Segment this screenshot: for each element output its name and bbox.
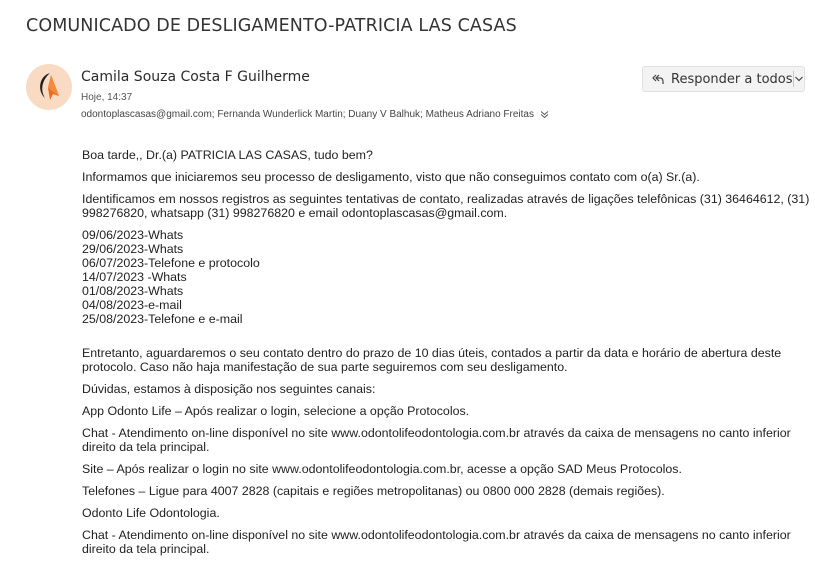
list-item: 25/08/2023-Telefone e e-mail: [82, 312, 243, 326]
paragraph: Entretanto, aguardaremos o seu contato dentro do prazo de 10 dias úteis, contados a partir da data e horário de abertura deste protocolo. Caso não haja manifestação de sua parte seguiremos com seu desligamento.: [82, 346, 782, 374]
greeting: Boa tarde,, Dr.(a) PATRICIA LAS CASAS, tudo bem?: [82, 148, 373, 162]
reply-all-icon: [651, 72, 665, 86]
list-item: 01/08/2023-Whats: [82, 284, 184, 298]
list-item: 06/07/2023-Telefone e protocolo: [82, 256, 260, 270]
paragraph: Odonto Life Odontologia.: [82, 506, 220, 520]
paragraph: Informamos que iniciaremos seu processo de desligamento, visto que não conseguimos contato com o(a) Sr.(a).: [82, 170, 700, 184]
email-body: [82, 148, 810, 564]
recipients-text: odontoplascasas@gmail.com; Fernanda Wunderlick Martin; Duany V Balhuk; Matheus Adriano Freitas: [81, 109, 534, 120]
sender-avatar[interactable]: [26, 64, 72, 110]
logo-icon: [26, 64, 72, 110]
reply-options-dropdown[interactable]: [793, 67, 804, 91]
list-item: 04/08/2023-e-mail: [82, 298, 182, 312]
email-subject: COMUNICADO DE DESLIGAMENTO-PATRICIA LAS CASAS: [26, 16, 517, 36]
paragraph: Chat - Atendimento on-line disponível no site www.odontolifeodontologia.com.br através da caixa de mensagens no canto inferior direito da tela principal.: [82, 528, 791, 556]
chevron-down-icon: [794, 74, 804, 84]
list-item: 29/06/2023-Whats: [82, 242, 184, 256]
spacer: [82, 334, 810, 346]
reply-all-main[interactable]: [643, 67, 793, 91]
paragraph: Identificamos em nossos registros as seguintes tentativas de contato, realizadas através de ligações telefônicas (31) 36464612, (31) 998276820, whatsapp (31) 998276820 e email odontoplascasas@gmail.com.: [82, 192, 810, 220]
list-item: 09/06/2023-Whats: [82, 228, 184, 242]
paragraph: Telefones – Ligue para 4007 2828 (capitais e regiões metropolitanas) ou 0800 000 2828 (demais regiões).: [82, 484, 665, 498]
contact-attempts-list: [82, 228, 810, 326]
reply-all-button[interactable]: [642, 66, 805, 92]
paragraph: App Odonto Life – Após realizar o login, selecione a opção Protocolos.: [82, 404, 470, 418]
sent-time: Hoje, 14:37: [81, 92, 133, 103]
recipients-list[interactable]: [81, 109, 549, 120]
list-item: 14/07/2023 -Whats: [82, 270, 187, 284]
paragraph: Site – Após realizar o login no site www.odontolifeodontologia.com.br, acesse a opção SAD Meus Protocolos.: [82, 462, 682, 476]
sender-name[interactable]: Camila Souza Costa F Guilherme: [81, 69, 310, 85]
paragraph: Dúvidas, estamos à disposição nos seguintes canais:: [82, 382, 376, 396]
paragraph: Chat - Atendimento on-line disponível no site www.odontolifeodontologia.com.br através da caixa de mensagens no canto inferior direito da tela principal.: [82, 426, 791, 454]
reply-all-label: Responder a todos: [671, 71, 793, 87]
chevron-down-icon[interactable]: [540, 110, 549, 119]
